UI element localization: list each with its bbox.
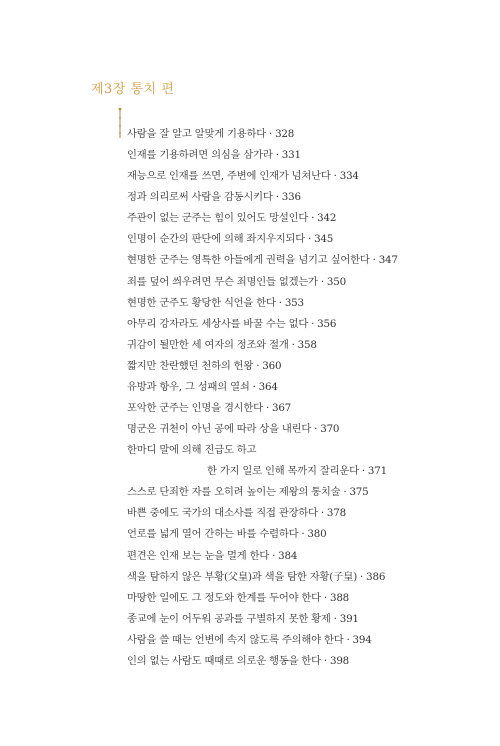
toc-item-page: 384: [278, 549, 298, 562]
decorative-line: [118, 108, 124, 138]
toc-item: [127, 145, 487, 166]
toc-item: [127, 546, 487, 567]
toc-item-separator: ·: [275, 149, 279, 162]
chapter-title: 제3장 통치 편: [91, 82, 175, 97]
toc-item-title: 아무리 강자라도 세상사를 바꿀 수는 없다: [127, 317, 309, 330]
toc-item: [127, 377, 487, 398]
toc-item: [127, 482, 487, 503]
toc-item: [127, 124, 487, 145]
toc-item-page: 380: [307, 528, 327, 541]
toc-item-page: 398: [329, 654, 350, 667]
toc-item-page: 371: [367, 465, 387, 478]
toc-item: [127, 524, 487, 545]
toc-item: [127, 567, 487, 588]
toc-item-page: 388: [329, 591, 350, 604]
toc-item-page: 328: [275, 128, 295, 140]
toc-item: [127, 503, 487, 524]
toc-item: [127, 272, 487, 293]
toc-item-page: 367: [272, 402, 292, 415]
toc-item: [127, 250, 487, 271]
toc-item-page: 364: [258, 380, 278, 393]
toc-item: [127, 229, 487, 250]
toc-item-title: 인명이 순간의 판단에 의해 좌지우지되다: [127, 233, 305, 246]
toc-item: [127, 166, 487, 187]
toc-item-separator: ·: [278, 296, 282, 309]
toc-item-title: 사람을 잘 알고 알맞게 기용하다: [127, 128, 266, 140]
toc-item-title: 귀감이 될만한 세 여자의 정조와 절개: [127, 338, 289, 351]
toc-item-page: 386: [366, 570, 386, 583]
toc-item-page: 394: [352, 633, 372, 646]
toc-item: [127, 293, 487, 314]
toc-item-separator: ·: [265, 402, 270, 415]
toc-item-separator: ·: [333, 170, 337, 183]
toc-item-title: 주관이 없는 군주는 힘이 있어도 망설인다: [127, 212, 309, 225]
toc-item-separator: ·: [361, 465, 365, 478]
toc-item-page: 345: [314, 233, 334, 246]
toc-item-separator: ·: [269, 128, 273, 140]
toc-item-separator: ·: [346, 633, 350, 646]
toc-item-title: 유방과 항우, 그 성패의 열쇠: [127, 380, 250, 393]
toc-item: [127, 651, 487, 672]
toc-item: [127, 419, 487, 440]
toc-item-title: 재능으로 인재를 쓰면, 주변에 인재가 넘쳐난다: [127, 170, 331, 183]
toc-item: [127, 588, 487, 609]
toc-item-title: 마땅한 일에도 그 정도와 한계를 두어야 한다: [127, 591, 321, 604]
toc-item-separator: ·: [252, 380, 256, 393]
toc-item: [127, 440, 487, 461]
toc-item-page: 360: [262, 359, 282, 372]
toc-item-separator: ·: [311, 212, 315, 225]
toc-item: [127, 461, 487, 482]
toc-item-title: 바쁜 중에도 국가의 대소사를 직접 관장하다: [127, 507, 318, 520]
toc-item-page: 370: [320, 423, 340, 436]
toc-item-title: 편견은 인재 보는 눈을 멀게 한다: [127, 549, 270, 562]
toc-item-title: 종교에 눈이 어두워 공과를 구별하지 못한 황제: [127, 612, 331, 625]
toc-item-page: 334: [339, 170, 359, 183]
toc-item-title: 현명한 군주는 영특한 아들에게 권력을 넘기고 싶어한다: [127, 254, 370, 267]
toc-item-page: 375: [349, 486, 369, 499]
toc-item-separator: ·: [343, 486, 347, 499]
toc-item-title: 포악한 군주는 인명을 경시한다: [127, 402, 263, 415]
toc-item-separator: ·: [275, 191, 279, 204]
toc-item-separator: ·: [372, 254, 376, 267]
toc-item-title: 짧지만 찬란했던 천하의 헌왕: [127, 359, 254, 372]
toc-item-title: 죄를 덮어 씌우려면 무슨 죄명인들 없겠는가: [127, 275, 318, 288]
toc-item-title: 색을 탐하지 않은 부황(父皇)과 색을 탐한 자황(子皇): [127, 570, 358, 583]
toc-item-separator: ·: [308, 233, 312, 246]
toc-item-page: 342: [317, 212, 337, 225]
toc-item-separator: ·: [291, 338, 295, 351]
toc-item: [127, 398, 487, 419]
toc-item-page: 350: [326, 275, 346, 288]
toc-item-page: 353: [284, 296, 304, 309]
toc-item-page: 378: [326, 507, 346, 520]
toc-item: [127, 187, 487, 208]
toc-item-separator: ·: [311, 317, 315, 330]
toc-item-title: 현명한 군주도 황당한 식언을 한다: [127, 296, 276, 309]
toc-item: [127, 335, 487, 356]
toc-item: [127, 208, 487, 229]
toc-item: [127, 609, 487, 630]
toc-item-page: 358: [297, 338, 317, 351]
toc-item-page: 331: [281, 149, 301, 162]
toc-item-separator: ·: [320, 275, 324, 288]
toc-item-page: 336: [281, 191, 301, 204]
toc-item-title: 사람을 쓸 때는 언변에 속지 않도록 주의해야 한다: [127, 633, 344, 646]
toc-item-separator: ·: [320, 507, 324, 520]
toc-item-page: 347: [378, 254, 398, 267]
toc-item-title: 한마디 말에 의해 진급도 하고: [127, 444, 257, 457]
toc-item-title: 명군은 귀천이 아닌 공에 따라 상을 내린다: [127, 423, 312, 436]
toc-item: [127, 314, 487, 335]
toc-item-title: 인의 없는 사람도 때때로 의로운 행동을 한다: [127, 654, 321, 667]
toc-item-separator: ·: [301, 528, 305, 541]
toc-item-page: 356: [317, 317, 337, 330]
toc-item-separator: ·: [323, 654, 327, 667]
toc-item-separator: ·: [323, 591, 327, 604]
toc-item-title: 스스로 단죄한 자를 오히려 높이는 제왕의 통치술: [127, 486, 341, 499]
toc-item-separator: ·: [314, 423, 318, 436]
toc-item: [127, 356, 487, 377]
toc-item-separator: ·: [333, 612, 337, 625]
toc-item-page: 391: [339, 612, 359, 625]
toc-item-separator: ·: [360, 570, 364, 583]
toc-item: [127, 630, 487, 651]
toc-item-separator: ·: [272, 549, 276, 562]
toc-item-title: 한 가지 일로 인해 목까지 잘리운다: [207, 465, 359, 478]
toc-list: [127, 124, 487, 672]
toc-item-title: 인재를 기용하려면 의심을 삼가라: [127, 149, 273, 162]
toc-item-separator: ·: [256, 359, 260, 372]
toc-item-title: 언로를 넓게 열어 간하는 바를 수렴하다: [127, 528, 299, 541]
toc-item-title: 정과 의리로써 사람을 감동시키다: [127, 191, 273, 204]
